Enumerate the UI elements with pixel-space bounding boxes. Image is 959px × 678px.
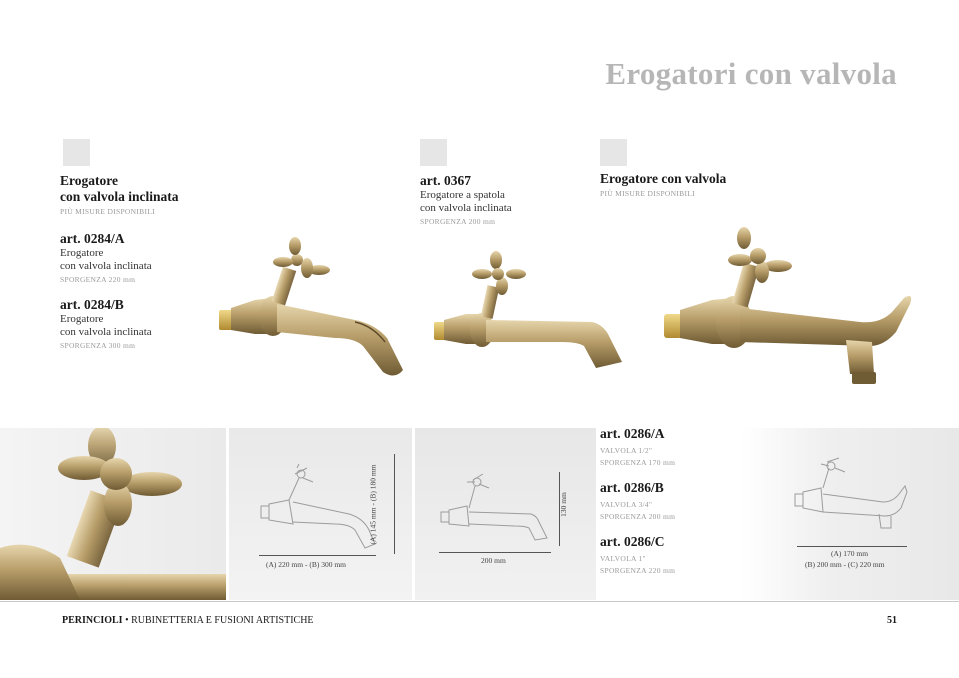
article-code: art. 0286/B [600,480,664,495]
article-desc: Erogatore [60,313,104,325]
footer-divider [0,601,959,602]
section-square-right [600,139,627,166]
left-heading-line2: con valvola inclinata [60,189,179,204]
section-square-left [63,139,90,166]
faucet-0284-image [215,238,415,388]
page-number: 51 [887,615,897,626]
article-valve: VALVOLA 1" [600,554,646,563]
article-spec: SPORGENZA 200 mm [420,217,496,226]
middle-product-block [420,173,570,227]
page-title: Erogatori con valvola [605,56,897,91]
dimension-width-label: (A) 170 mm [831,549,869,558]
article-desc: Erogatore [60,247,104,259]
footer-tagline: RUBINETTERIA E FUSIONI ARTISTICHE [131,615,314,626]
section-square-middle [420,139,447,166]
left-product-block [60,173,230,351]
faucet-0367-line-drawing [439,468,551,548]
right-heading: Erogatore con valvola [600,171,727,186]
article-desc: Erogatore a spatola [420,189,505,201]
right-subheading: PIÙ MISURE DISPONIBILI [600,189,695,198]
faucet-0367-image [432,250,632,380]
dimension-width-label: 200 mm [481,556,506,565]
brand-name: PERINCIOLI [62,615,123,626]
right-product-block [600,171,800,199]
left-subheading: PIÙ MISURE DISPONIBILI [60,207,155,216]
faucet-closeup-image [0,428,226,600]
dimension-height-label: (A) 145 mm - (B) 180 mm [368,464,378,545]
technical-drawing-0286 [741,428,959,600]
footer-bullet: • [125,615,129,626]
article-spec: SPORGENZA 220 mm [60,275,136,284]
dimension-height-label: 130 mm [558,492,568,517]
article-code: art. 0286/A [600,426,665,441]
article-desc: con valvola inclinata [60,260,152,272]
article-desc: con valvola inclinata [60,326,152,338]
faucet-0284-line-drawing [259,464,379,549]
dimension-width-label: (B) 200 mm - (C) 220 mm [805,560,885,569]
technical-drawing-0284 [229,428,412,600]
article-spec: SPORGENZA 300 mm [60,341,136,350]
article-valve: VALVOLA 1/2" [600,446,653,455]
footer-brand [62,615,314,626]
left-heading-line1: Erogatore [60,173,118,188]
faucet-0286-image [660,228,920,398]
article-valve: VALVOLA 3/4" [600,500,653,509]
faucet-0286-line-drawing [793,454,913,534]
article-code: art. 0367 [420,173,471,188]
article-spec: SPORGENZA 220 mm [600,566,676,575]
article-code: art. 0286/C [600,534,665,549]
right-article-list [600,426,740,576]
article-code: art. 0284/A [60,231,125,246]
article-spec: SPORGENZA 170 mm [600,458,676,467]
technical-drawing-0367 [415,428,596,600]
article-desc: con valvola inclinata [420,202,512,214]
closeup-photo-panel [0,428,226,600]
article-code: art. 0284/B [60,297,124,312]
article-spec: SPORGENZA 200 mm [600,512,676,521]
dimension-width-label: (A) 220 mm - (B) 300 mm [266,560,346,569]
